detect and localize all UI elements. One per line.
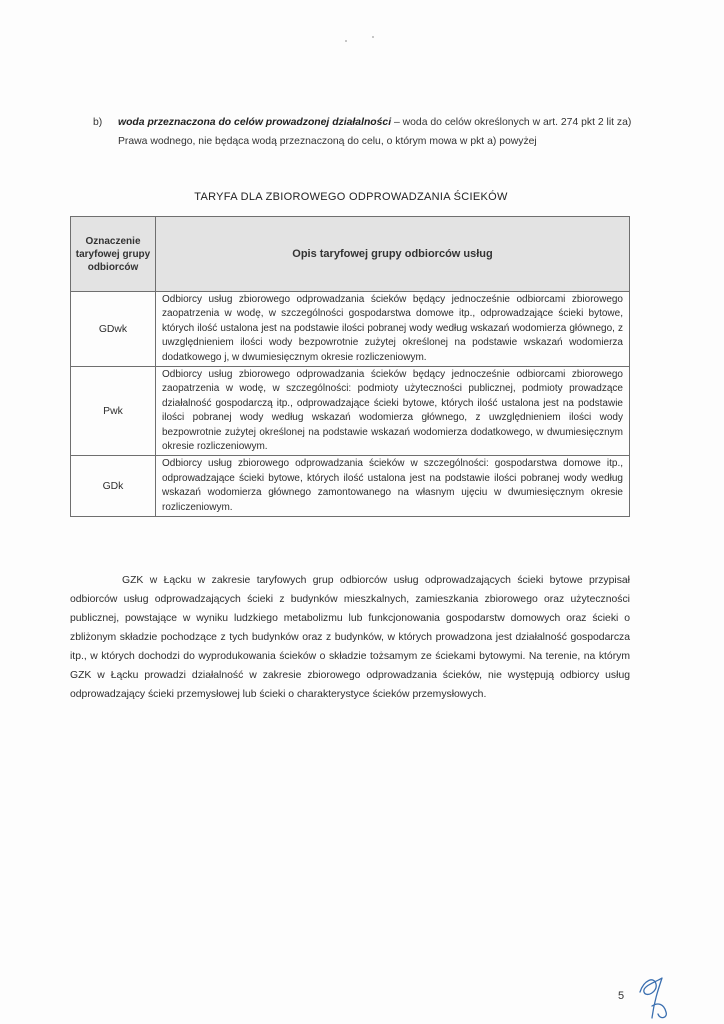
tariff-table (70, 216, 630, 517)
scan-speck (345, 40, 347, 42)
table-row (71, 456, 630, 517)
table-header-row (71, 217, 630, 292)
group-code: GDwk (71, 292, 156, 367)
table-title: TARYFA DLA ZBIOROWEGO ODPROWADZANIA ŚCIEKÓW (194, 191, 508, 203)
definition-text: – woda do celów określonych w art. 274 pkt 2 lit za) Prawa wodnego, nie będąca wodą przeznaczoną do celu, o którym mowa w pkt a) powyżej (118, 117, 632, 147)
list-item-content (118, 113, 643, 151)
group-description: Odbiorcy usług zbiorowego odprowadzania ścieków będący jednocześnie odbiorcami zbiorowego zaopatrzenia w wodę, w szczególności gospodarstwa domowe itp., odprowadzające ścieki bytowe, których ilość ustalona jest na podstawie ilości pobranej wody według wskazań wodomierza głównego, z uwzględnieniem ilości wody bezpowrotnie zużytej określonej na podstawie wskazań wodomierza dodatkowego j, w dwumiesięcznym okresie rozliczeniowym. (156, 292, 630, 367)
group-code: GDk (71, 456, 156, 517)
group-description: Odbiorcy usług zbiorowego odprowadzania ścieków będący jednocześnie odbiorcami zbiorowego zaopatrzenia w wodę, w szczególności: podmioty użyteczności publicznej, podmioty prowadzące działalność gospodarczą itp., odprowadzające ścieki bytowe, których ilość ustalona jest na podstawie ilości pobranej wody według wskazań wodomierza głównego, z uwzględnieniem ilości wody bezpowrotnie zużytej określonej na podstawie wskazań wodomierza dodatkowego, w dwumiesięcznym okresie rozliczeniowym. (156, 367, 630, 456)
header-description: Opis taryfowej grupy odbiorców usług (156, 217, 630, 292)
body-paragraph: GZK w Łącku w zakresie taryfowych grup odbiorców usług odprowadzających ścieki bytowe przypisał odbiorców usług odprowadzających ścieki z budynków mieszkalnych, zamieszkania zbiorowego oraz użyteczności publicznej, powstające w wyniku ludzkiego metabolizmu lub funkcjonowania gospodarstw domowych oraz ścieki o zbliżonym składzie pochodzące z tych budynków oraz z budynków, w których prowadzona jest działalność gospodarcza itp., w których dochodzi do wyprodukowania ścieków o składzie tożsamym ze ściekami bytowymi. Na terenie, na którym GZK w Łącku prowadzi działalność w zakresie zbiorowego odprowadzania ścieków, nie występują odbiorcy usług odprowadzający ścieki przemysłowej lub ścieki o charakterystyce ścieków przemysłowych. (70, 575, 630, 700)
header-code: Oznaczenie taryfowej grupy odbiorców (71, 217, 156, 292)
scan-speck (372, 36, 374, 38)
handwritten-signature (632, 972, 674, 1022)
group-code: Pwk (71, 367, 156, 456)
page-number: 5 (618, 990, 625, 1002)
group-description: Odbiorcy usług zbiorowego odprowadzania ścieków w szczególności: gospodarstwa domowe itp., odprowadzające ścieki bytowe, których ilość ustalona jest na podstawie ilości pobranej wody według wskazań wodomierza głównego zamontowanego na własnym ujęciu w dwumiesięcznym okresie rozliczeniowym. (156, 456, 630, 517)
table-row (71, 292, 630, 367)
list-marker: b) (93, 117, 103, 128)
defined-term: woda przeznaczona do celów prowadzonej działalności (118, 117, 392, 128)
table-row (71, 367, 630, 456)
list-item-b (93, 113, 643, 151)
